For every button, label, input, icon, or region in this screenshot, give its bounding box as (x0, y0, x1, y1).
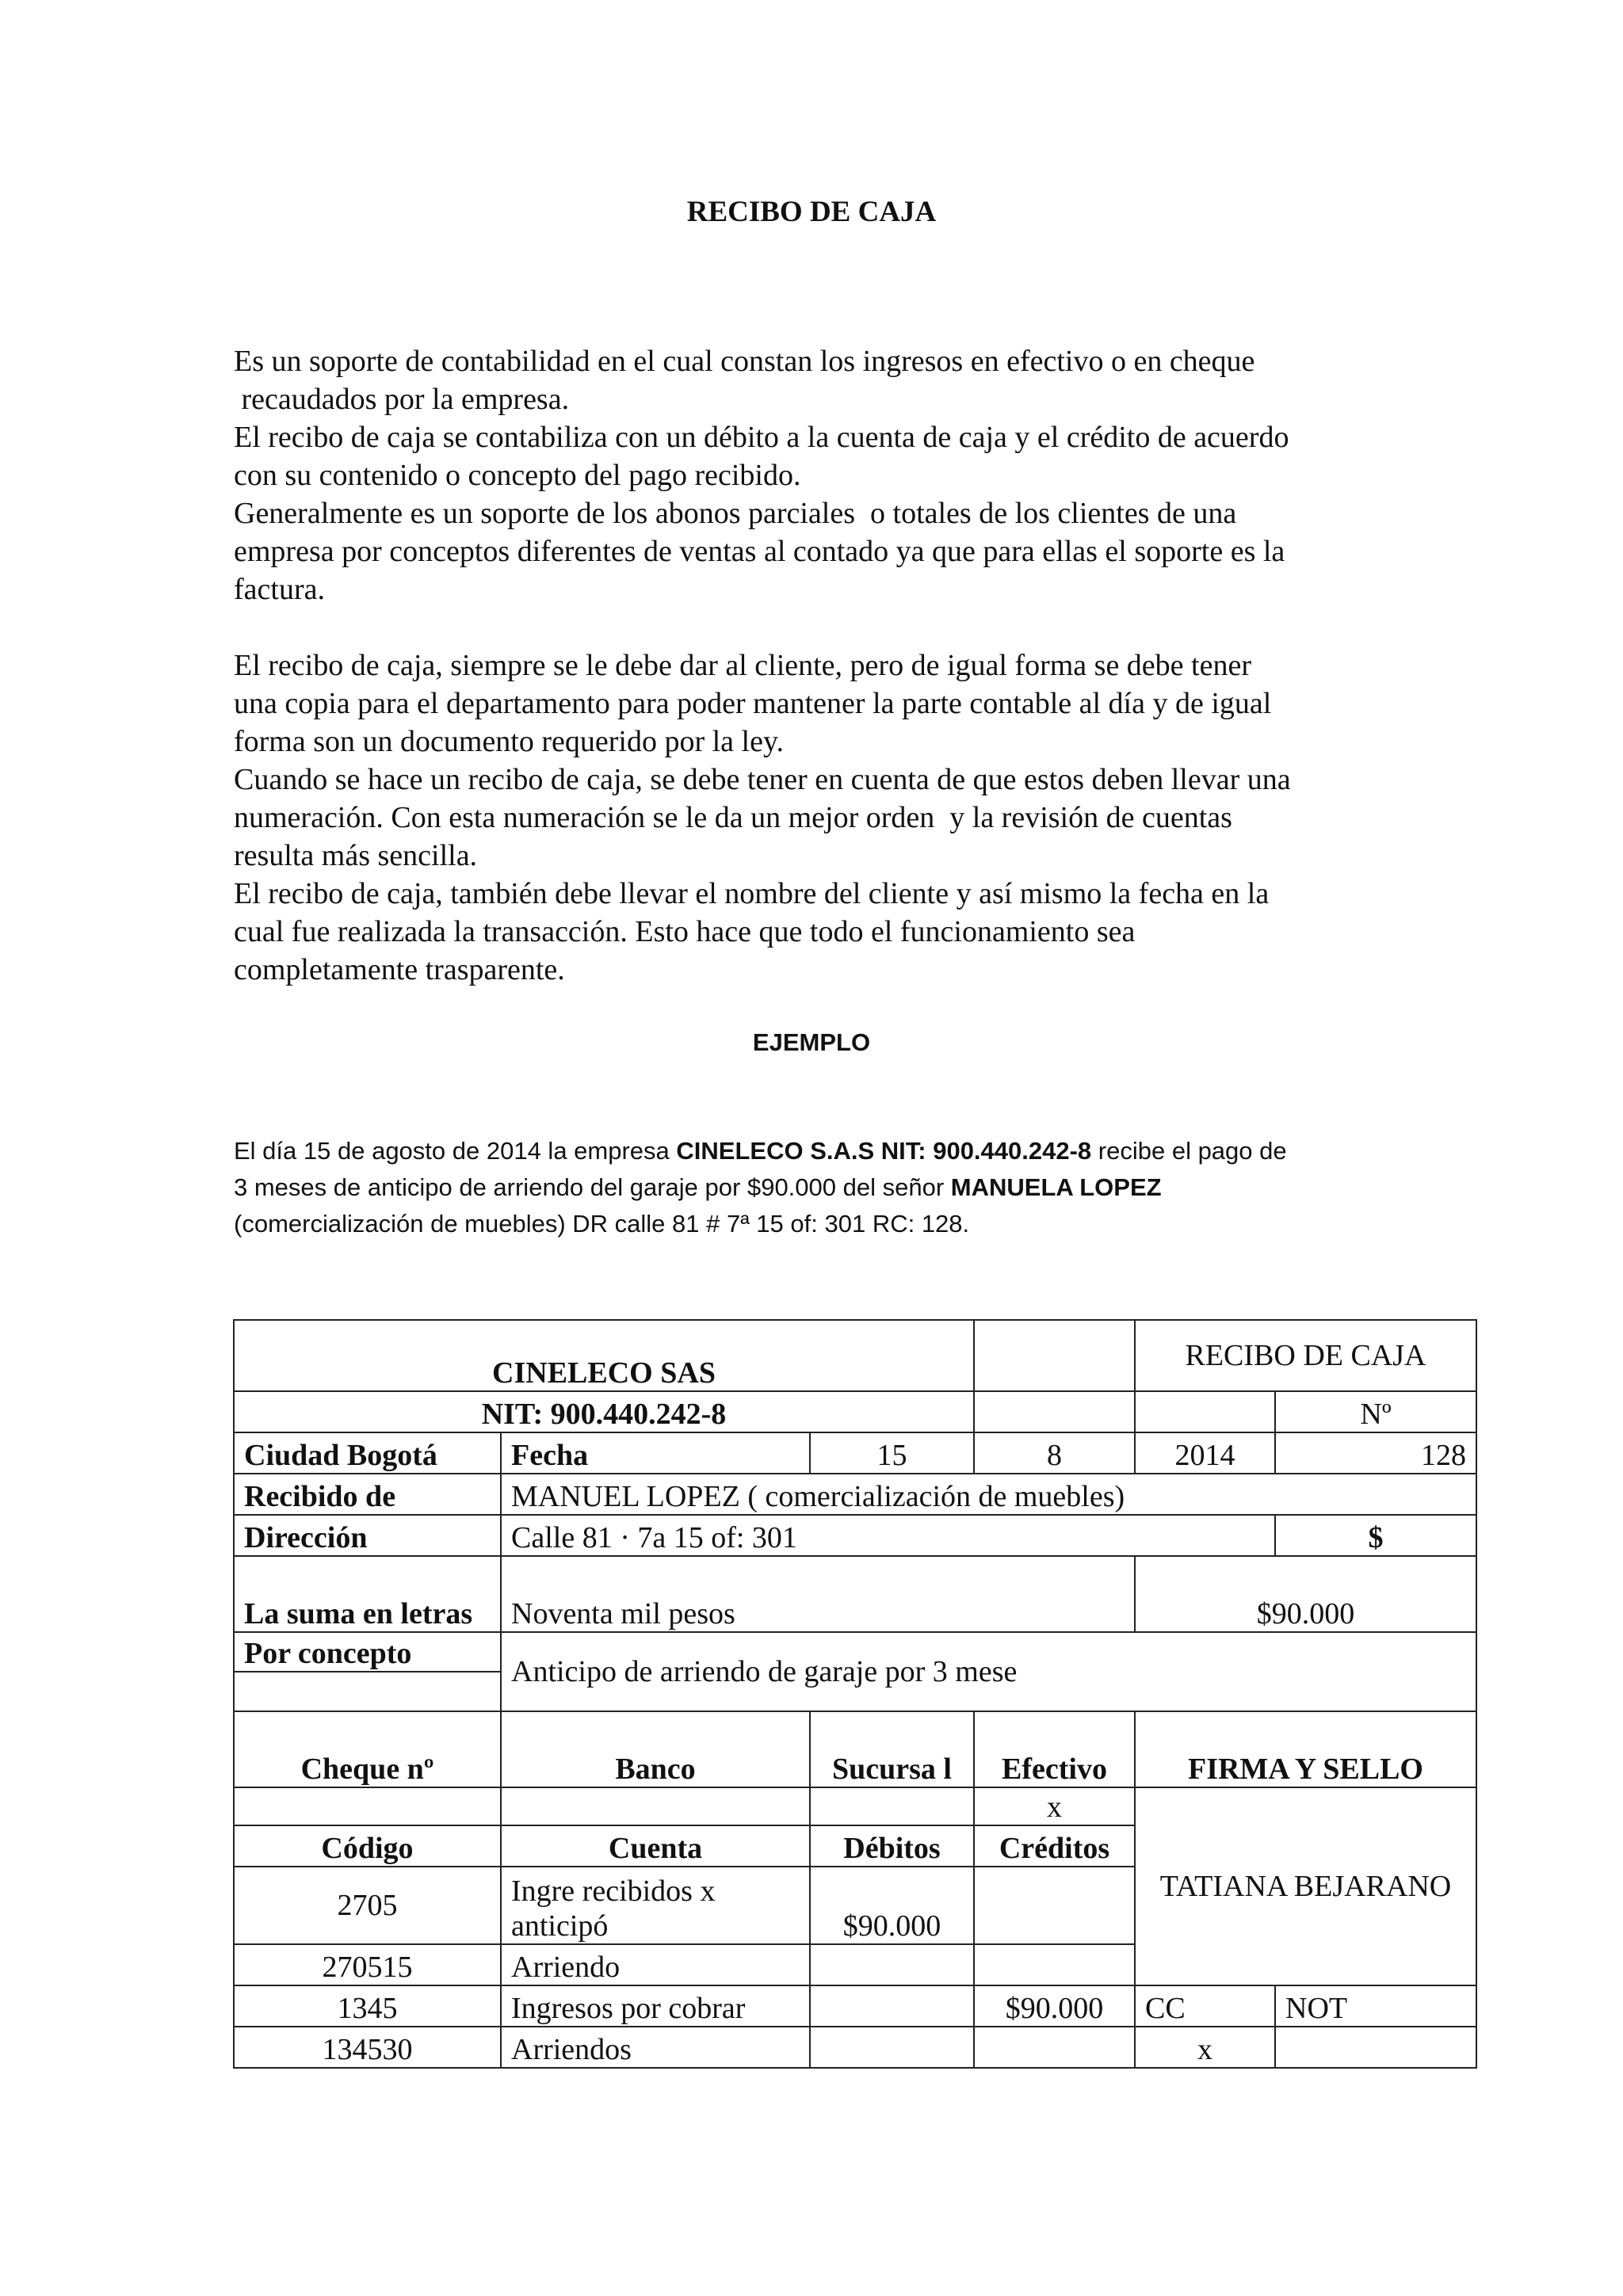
direccion-label: Dirección (234, 1515, 501, 1556)
empty-cell (1135, 1391, 1275, 1432)
company-name: CINELECO SAS (234, 1320, 974, 1391)
codigo-cell: 2705 (234, 1867, 501, 1944)
codigo-label: Código (234, 1825, 501, 1867)
cheque-label: Cheque nº (234, 1711, 501, 1787)
ciudad: Ciudad Bogotá (234, 1432, 501, 1474)
dollar-sign: $ (1275, 1515, 1476, 1556)
intro-line: forma son un documento requerido por la ley. (234, 725, 785, 758)
empty-cell (1275, 2027, 1476, 2068)
debito-cell: $90.000 (810, 1867, 974, 1944)
intro-line: factura. (234, 573, 325, 606)
debito-cell (810, 1944, 974, 1985)
intro-line: Cuando se hace un recibo de caja, se debe tener en cuenta de que estos deben llevar una (234, 763, 1291, 796)
intro-line: con su contenido o concepto del pago recibido. (234, 459, 801, 492)
intro-line: una copia para el departamento para poder mantener la parte contable al día y de igual (234, 687, 1272, 720)
receipt-title: RECIBO DE CAJA (1135, 1320, 1476, 1391)
codigo-cell: 270515 (234, 1944, 501, 1985)
concepto-value: Anticipo de arriendo de garaje por 3 mese (501, 1632, 1476, 1711)
intro-line: numeración. Con esta numeración se le da un mejor orden y la revisión de cuentas (234, 801, 1232, 834)
intro-line: cual fue realizada la transacción. Esto hace que todo el funcionamiento sea (234, 915, 1136, 948)
empty-cell (234, 1787, 501, 1825)
empty-cell (974, 1320, 1135, 1391)
example-text (234, 1133, 1502, 1242)
company-nit: NIT: 900.440.242-8 (234, 1391, 974, 1432)
intro-line: El recibo de caja, siempre se le debe dar al cliente, pero de igual forma se debe tener (234, 649, 1251, 682)
intro-line: El recibo de caja se contabiliza con un débito a la cuenta de caja y el crédito de acuerdo (234, 421, 1289, 454)
suma-value: Noventa mil pesos (501, 1556, 1135, 1632)
efectivo-mark: x (974, 1787, 1135, 1825)
cuenta-cell: Ingresos por cobrar (501, 1985, 810, 2027)
intro-text (234, 342, 1478, 989)
cc-mark: x (1135, 2027, 1275, 2068)
creditos-label: Créditos (974, 1825, 1135, 1867)
debito-cell (810, 2027, 974, 2068)
fecha-day: 15 (810, 1432, 974, 1474)
credito-cell: $90.000 (974, 1985, 1135, 2027)
fecha-label: Fecha (501, 1432, 810, 1474)
intro-line: empresa por conceptos diferentes de ventas al contado ya que para ellas el soporte es la (234, 535, 1285, 568)
client-name-bold: MANUELA LOPEZ (950, 1173, 1162, 1201)
direccion-value: Calle 81 · 7a 15 of: 301 (501, 1515, 1275, 1556)
intro-line: El recibo de caja, también debe llevar el nombre del cliente y así mismo la fecha en la (234, 877, 1270, 910)
example-line (234, 1133, 1502, 1169)
fecha-year: 2014 (1135, 1432, 1275, 1474)
not-label: NOT (1275, 1985, 1476, 2027)
credito-cell (974, 1867, 1135, 1944)
intro-line: resulta más sencilla. (234, 839, 478, 872)
sucursal-label: Sucursa l (810, 1711, 974, 1787)
paragraph-gap (234, 608, 1478, 646)
suma-label: La suma en letras (234, 1556, 501, 1632)
intro-line: Es un soporte de contabilidad en el cual constan los ingresos en efectivo o en cheque (234, 345, 1255, 378)
concepto-label: Por concepto (234, 1632, 501, 1672)
empty-cell (974, 1391, 1135, 1432)
debitos-label: Débitos (810, 1825, 974, 1867)
debito-cell (810, 1985, 974, 2027)
credito-cell (974, 2027, 1135, 2068)
example-text-part: recibe el pago de (1091, 1137, 1287, 1165)
signer-name: TATIANA BEJARANO (1135, 1787, 1476, 1985)
efectivo-label: Efectivo (974, 1711, 1135, 1787)
recibido-value: MANUEL LOPEZ ( comercialización de muebles) (501, 1474, 1476, 1515)
company-nit-bold: CINELECO S.A.S NIT: 900.440.242-8 (676, 1137, 1092, 1165)
cuenta-cell: Arriendo (501, 1944, 810, 1985)
credito-cell (974, 1944, 1135, 1985)
receipt-number: 128 (1275, 1432, 1476, 1474)
codigo-cell: 1345 (234, 1985, 501, 2027)
fecha-month: 8 (974, 1432, 1135, 1474)
intro-line: Generalmente es un soporte de los abonos parciales o totales de los clientes de una (234, 497, 1237, 530)
intro-line: completamente trasparente. (234, 953, 565, 986)
empty-cell (501, 1787, 810, 1825)
codigo-cell: 134530 (234, 2027, 501, 2068)
banco-label: Banco (501, 1711, 810, 1787)
example-text-part: El día 15 de agosto de 2014 la empresa (234, 1137, 677, 1165)
cc-label: CC (1135, 1985, 1275, 2027)
firma-label: FIRMA Y SELLO (1135, 1711, 1476, 1787)
numero-label: Nº (1275, 1391, 1476, 1432)
recibido-label: Recibido de (234, 1474, 501, 1515)
cuenta-cell: Ingre recibidos x anticipó (501, 1867, 810, 1944)
empty-cell (234, 1672, 501, 1711)
example-text-part: 3 meses de anticipo de arriendo del garaje por $90.000 del señor (234, 1173, 951, 1201)
cuenta-label: Cuenta (501, 1825, 810, 1867)
example-line: (comercialización de muebles) DR calle 81 # 7ª 15 of: 301 RC: 128. (234, 1210, 970, 1238)
receipt-table (233, 1319, 1477, 2069)
empty-cell (810, 1787, 974, 1825)
intro-line: recaudados por la empresa. (234, 383, 570, 416)
ejemplo-heading: EJEMPLO (752, 1028, 871, 1056)
document-title: RECIBO DE CAJA (686, 196, 937, 228)
suma-amount: $90.000 (1135, 1556, 1476, 1632)
cuenta-cell: Arriendos (501, 2027, 810, 2068)
example-line (234, 1169, 1502, 1206)
